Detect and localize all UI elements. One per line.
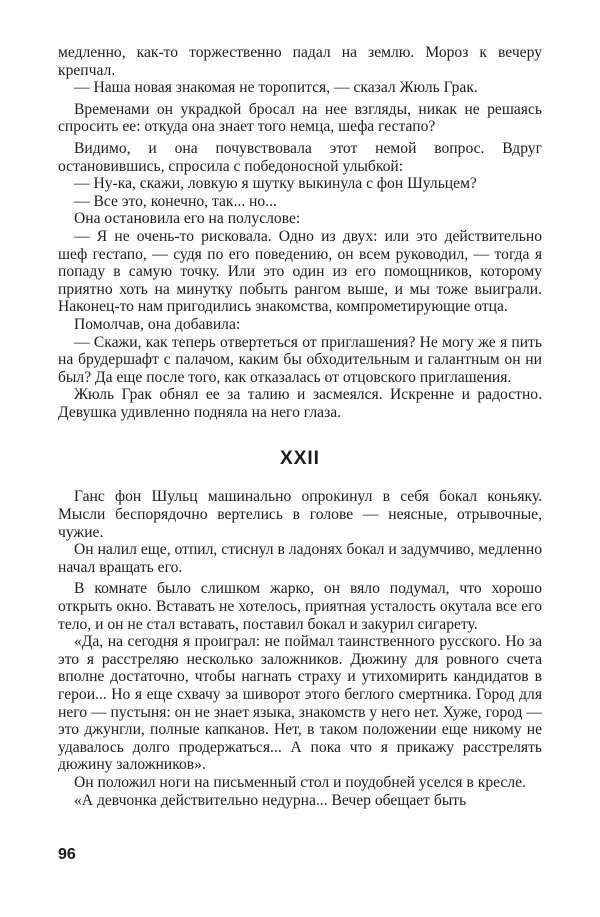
- paragraph: В комнате было слишком жарко, он вяло подумал, что хорошо открыть окно. Вставать не хотелось, приятная усталость окутала все его тело, и он не стал вставать, поставил бокал и закурил сигарету.: [58, 580, 542, 633]
- paragraph: медленно, как-то торжественно падал на землю. Мороз к вечеру крепчал.: [58, 44, 542, 79]
- paragraph: — Я не очень-то рисковала. Одно из двух: или это действительно шеф гестапо, — судя по его поведению, он всем руководил, — тогда я попаду в самую точку. Или это один из его помощников, которому приятно хоть на минутку побыть рангом выше, и мы тоже выиграли. Наконец-то нам пригодились знакомства, компрометирующие отца.: [58, 227, 542, 316]
- paragraph: Видимо, и она почувствовала этот немой вопрос. Вдруг остановившись, спросила с победоносной улыбкой:: [58, 139, 542, 175]
- chapter-title: XXII: [280, 448, 320, 470]
- paragraph: Она остановила его на полуслове:: [74, 210, 301, 228]
- paragraph: «А девчонка действительно недурна... Вечер обещает быть: [74, 791, 467, 809]
- paragraph: «Да, на сегодня я проиграл: не поймал таинственного русского. Но за это я расстреляю несколько заложников. Дюжину для ровного счета вполне достаточно, чтобы нагнать страху и утихомирить кандидатов в герои... Но я еще схвачу за шиворот этого беглого смертника. Город для него — пустыня: он не знает языка, знакомств у него нет. Хуже, город — это джунгли, полные капканов. Нет, в таком положении еще никому не удавалось долго продержаться... А пока что я прикажу расстрелять дюжину заложников».: [58, 633, 542, 774]
- paragraph: — Наша новая знакомая не торопится, — сказал Жюль Грак.: [74, 79, 478, 97]
- paragraph: Он налил еще, отпил, стиснул в ладонях бокал и задумчиво, медленно начал вращать его.: [58, 541, 542, 576]
- paragraph: Ганс фон Шульц машинально опрокинул в себя бокал коньяку. Мысли беспорядочно вертелись в голове — неясные, отрывочные, чужие.: [58, 488, 542, 541]
- paragraph: — Ну-ка, скажи, ловкую я шутку выкинула с фон Шульцем?: [74, 175, 477, 193]
- paragraph: — Все это, конечно, так... но...: [74, 192, 277, 210]
- paragraph: Жюль Грак обнял ее за талию и засмеялся. Искренне и радостно. Девушка удивленно подняла на него глаза.: [58, 386, 542, 421]
- page-number: 96: [58, 846, 76, 863]
- section-chapter-xxii: [58, 488, 542, 809]
- paragraph: Временами он украдкой бросал на нее взгляды, никак не решаясь спросить ее: откуда она знает того немца, шефа гестапо?: [58, 100, 542, 136]
- paragraph: Он положил ноги на письменный стол и поудобней уселся в кресле.: [74, 773, 526, 791]
- book-page: [58, 44, 542, 809]
- paragraph: — Скажи, как теперь отвертеться от приглашения? Не могу же я пить на брудершафт с палачом, каким бы обходительным и галантным он ни был? Да еще после того, как отказалась от отцовского приглашения.: [58, 333, 542, 386]
- paragraph: Помолчав, она добавила:: [74, 315, 241, 333]
- section-previous-chapter: [58, 44, 542, 421]
